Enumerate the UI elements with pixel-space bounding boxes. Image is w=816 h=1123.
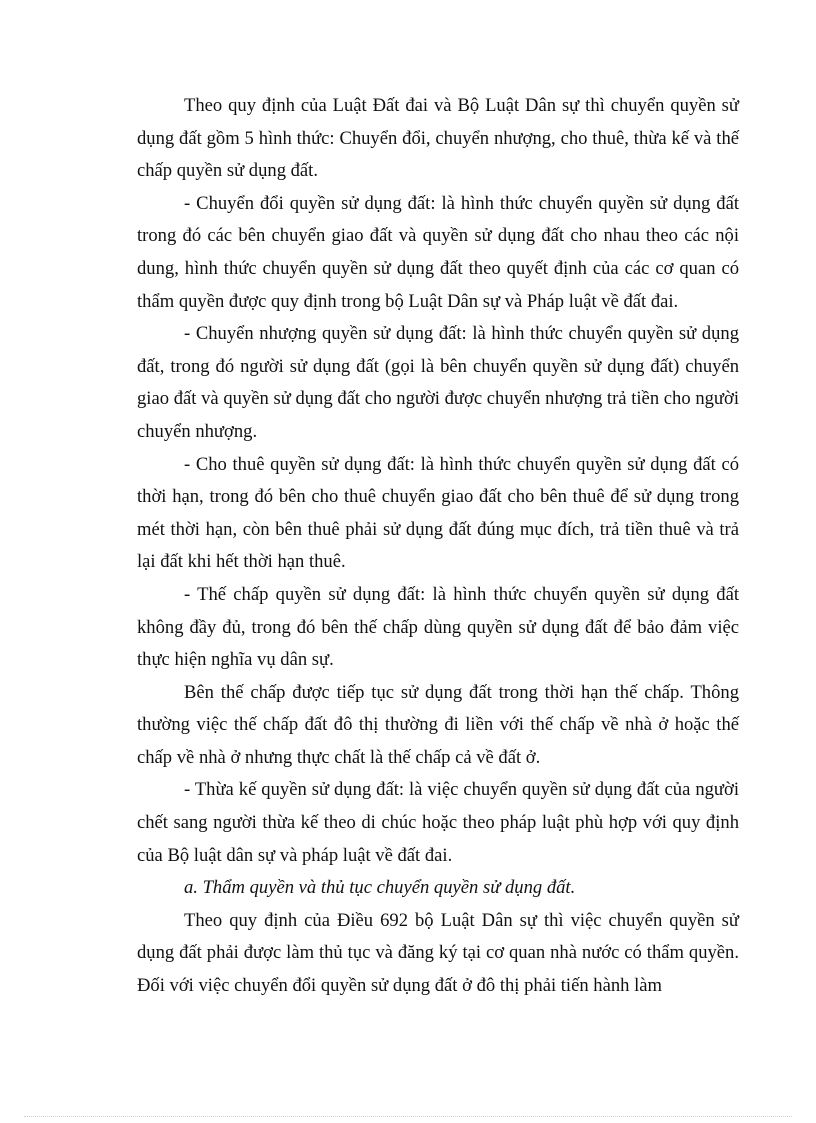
page-bottom-divider <box>24 1116 792 1117</box>
paragraph-chuyen-nhuong: - Chuyển nhượng quyền sử dụng đất: là hình thức chuyển quyền sử dụng đất, trong đó người sử dụng đất (gọi là bên chuyển quyền sử dụng đất) chuyển giao đất và quyền sử dụng đất cho người được chuyển nhượng trả tiền cho người chuyển nhượng. <box>137 323 739 442</box>
paragraph-ben-the-chap: Bên thế chấp được tiếp tục sử dụng đất trong thời hạn thế chấp. Thông thường việc thế chấp đất đô thị thường đi liền với thế chấp về nhà ở hoặc thế chấp về nhà ở nhưng thực chất là thế chấp cả về đất ở. <box>137 681 739 768</box>
paragraph-the-chap: - Thế chấp quyền sử dụng đất: là hình thức chuyển quyền sử dụng đất không đầy đủ, trong đó bên thế chấp dùng quyền sử dụng đất để bảo đảm việc thực hiện nghĩa vụ dân sự. <box>137 583 739 671</box>
paragraph-cho-thue: - Cho thuê quyền sử dụng đất: là hình thức chuyển quyền sử dụng đất có thời hạn, trong đó bên cho thuê chuyển giao đất cho bên thuê để sử dụng trong mét thời hạn, còn bên thuê phải sử dụng đất đúng mục đích, trả tiền thuê và trả lại đất khi hết thời hạn thuê. <box>137 453 739 573</box>
paragraph-chuyen-doi: - Chuyển đổi quyền sử dụng đất: là hình thức chuyển quyền sử dụng đất trong đó các bên chuyển giao đất và quyền sử dụng đất cho nhau theo các nội dung, hình thức chuyển quyền sử dụng đất theo quyết định của các cơ quan có thẩm quyền được quy định trong bộ Luật Dân sự và Pháp luật về đất đai. <box>137 192 739 312</box>
paragraph-intro: Theo quy định của Luật Đất đai và Bộ Luật Dân sự thì chuyển quyền sử dụng đất gồm 5 hình thức: Chuyển đổi, chuyển nhượng, cho thuê, thừa kế và thế chấp quyền sử dụng đất. <box>137 95 739 182</box>
paragraph-thua-ke: - Thừa kế quyền sử dụng đất: là việc chuyển quyền sử dụng đất của người chết sang người thừa kế theo di chúc hoặc theo pháp luật phù hợp với quy định của Bộ luật dân sự và pháp luật về đất đai. <box>137 779 739 866</box>
document-body <box>137 90 739 1003</box>
section-heading: a. Thẩm quyền và thủ tục chuyển quyền sử dụng đất. <box>184 877 576 899</box>
paragraph-dieu-692: Theo quy định của Điều 692 bộ Luật Dân sự thì việc chuyển quyền sử dụng đất phải được làm thủ tục và đăng ký tại cơ quan nhà nước có thẩm quyền. Đối với việc chuyển đổi quyền sử dụng đất ở đô thị phải tiến hành làm <box>137 909 739 997</box>
